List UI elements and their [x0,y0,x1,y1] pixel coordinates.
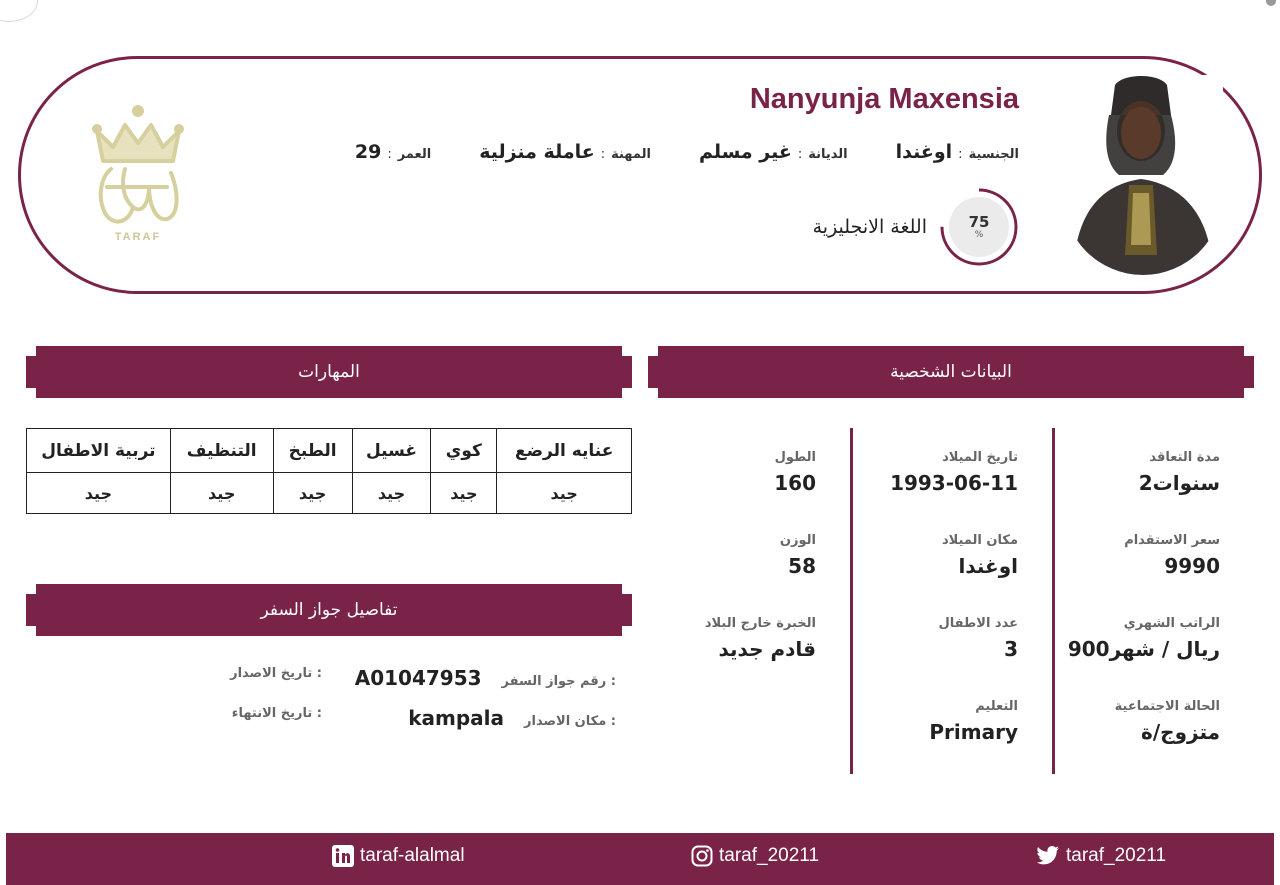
experience-label: الخبرة خارج البلاد [704,616,816,631]
personal-data-grid [648,428,1254,774]
weight-field [780,533,816,578]
person-photo-icon [1063,75,1223,275]
skill-value: جيد [273,473,352,514]
logo-text: TARAF [114,231,162,243]
column-divider [1052,428,1055,774]
instagram-handle: taraf_20211 [719,845,820,866]
dob-field [890,450,1018,495]
profile-card [18,56,1262,294]
height-label: الطول [774,450,816,465]
experience-field [705,616,816,661]
salary-field [1068,616,1220,661]
instagram-icon [691,845,713,867]
education-field [929,699,1018,744]
issue-place-value: kampala [408,706,504,730]
religion-label: الديانة [808,147,848,162]
skills-value-row [27,473,632,514]
scroll-indicator[interactable] [1266,0,1276,6]
personal-column-middle [856,428,1018,774]
children-field [939,616,1019,661]
pob-field [942,533,1018,578]
marital-field [1115,699,1220,744]
salary-value: 900ريال / شهر [1067,637,1220,661]
linkedin-link[interactable] [332,845,465,867]
profession-label: المهنة [611,147,651,162]
skills-title: المهارات [298,362,360,382]
marital-label: الحالة الاجتماعية [1114,699,1220,714]
skills-banner [26,346,632,398]
separator: : [797,147,803,162]
progress-center [949,197,1009,257]
corner-decoration [0,0,38,22]
age-label: العمر [397,147,432,162]
skill-value: جيد [497,473,632,514]
nationality-label: الجنسية [968,147,1019,162]
contract-value: 2سنوات [1138,471,1220,495]
skill-header: عنايه الرضع [497,429,632,473]
recruit-value: 9990 [1164,554,1220,578]
passport-number [355,666,616,690]
language-skill [813,187,1019,267]
skill-header: الطبخ [273,429,352,473]
separator: : [600,147,606,162]
dob-label: تاريخ الميلاد [942,450,1018,465]
twitter-handle: taraf_20211 [1066,845,1167,866]
language-progress-ring [939,187,1019,267]
age-info [355,141,431,163]
passport-number-value: A01047953 [354,666,482,690]
profession-value: عاملة منزلية [479,141,595,163]
percent-sign: % [974,230,984,240]
issue-place-label: مكان الاصدار : [524,714,616,729]
religion-info [699,141,848,163]
personal-column-right [1058,428,1220,774]
skill-value: جيد [170,473,273,514]
linkedin-handle: taraf-alalmal [360,845,465,866]
skill-value: جيد [352,473,431,514]
dob-value: 1993-06-11 [890,471,1018,495]
height-field [774,450,816,495]
pob-value: اوغندا [958,554,1018,578]
twitter-icon [1036,846,1060,866]
skill-value: جيد [431,473,497,514]
experience-value: قادم جديد [718,637,816,661]
marital-value: متزوج/ة [1141,720,1220,744]
personal-data-title: البيانات الشخصية [890,362,1012,382]
footer [6,833,1274,885]
weight-value: 58 [788,554,816,578]
nationality-value: اوغندا [895,141,953,163]
weight-label: الوزن [779,533,816,548]
nationality-info [896,141,1019,163]
passport-issue-place [408,706,616,730]
language-label: اللغة الانجليزية [812,216,927,238]
skill-header: كوي [431,429,497,473]
children-label: عدد الاطفال [938,616,1018,631]
skills-table [26,428,632,514]
taraf-logo [83,103,193,253]
passport-banner [26,584,632,636]
passport-issue-date [210,666,322,681]
passport-number-label: رقم جواز السفر : [501,674,616,689]
skill-value: جيد [27,473,171,514]
passport-expiry-date [212,706,322,721]
passport-title: تفاصيل جواز السفر [260,600,398,620]
personal-data-banner [648,346,1254,398]
salary-label: الراتب الشهري [1123,616,1220,631]
column-divider [850,428,853,774]
skill-header: غسيل [352,429,431,473]
children-value: 3 [1004,637,1018,661]
crown-logo-icon [83,103,193,233]
education-value: Primary [929,720,1018,744]
skill-header: التنظيف [170,429,273,473]
pob-label: مكان الميلاد [941,533,1018,548]
contract-field [1139,450,1220,495]
personal-column-left [648,428,816,774]
separator: : [958,147,963,162]
twitter-link[interactable] [1036,845,1166,867]
profession-info [479,141,651,163]
instagram-link[interactable] [691,845,819,867]
separator: : [387,147,392,162]
contract-label: مدة التعاقد [1149,450,1220,465]
height-value: 160 [774,471,816,495]
expiry-date-label: تاريخ الانتهاء : [231,706,322,721]
age-value: 29 [354,141,382,163]
education-label: التعليم [975,699,1018,714]
worker-photo [1063,75,1223,275]
linkedin-icon [332,845,354,867]
issue-date-label: تاريخ الاصدار : [230,666,322,681]
religion-value: غير مسلم [698,141,792,163]
recruit-label: سعر الاستقدام [1124,533,1220,548]
recruit-field [1124,533,1220,578]
skills-header-row [27,429,632,473]
language-percent: 75 [968,213,990,231]
worker-name: Nanyunja Maxensia [749,83,1019,115]
info-row [355,141,1019,163]
skill-header: تربية الاطفال [27,429,171,473]
